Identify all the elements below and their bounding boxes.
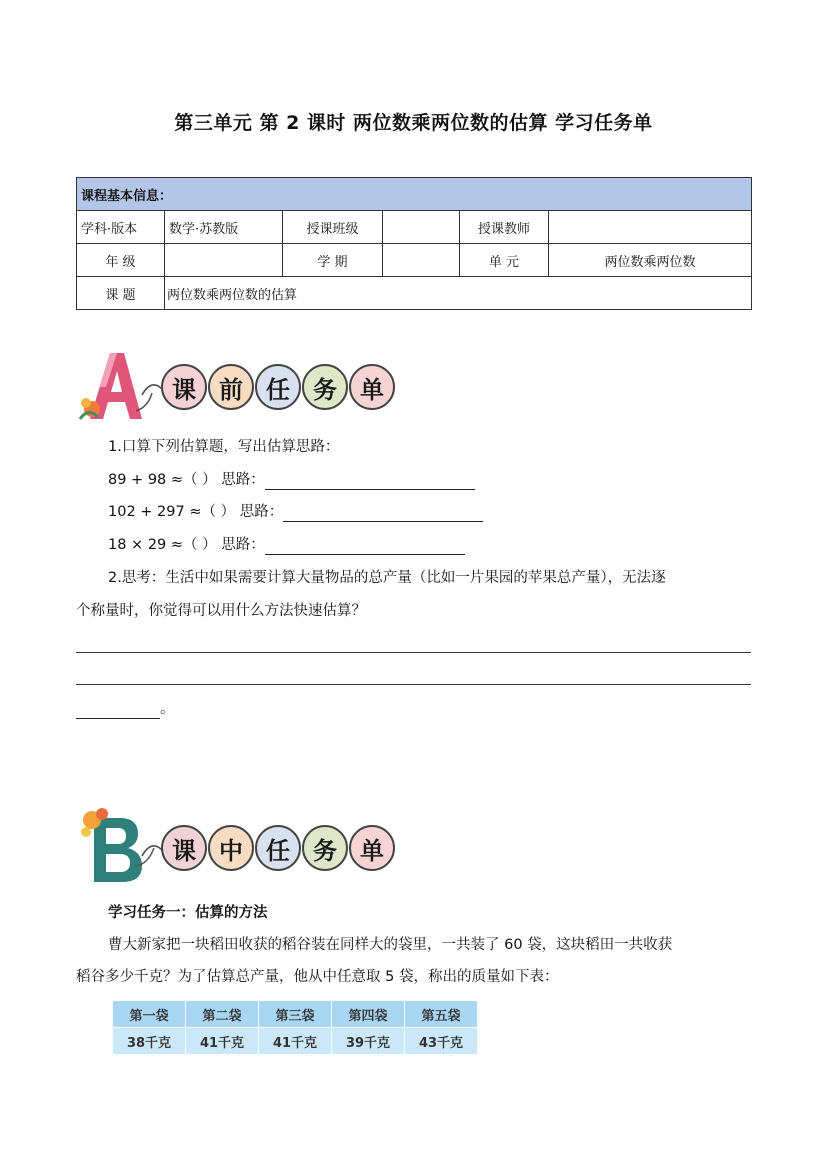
bubble-char: 务 — [302, 825, 348, 871]
end-mark: 。 — [160, 701, 175, 717]
estimate-line-2 — [108, 502, 483, 522]
grade-value — [165, 244, 283, 277]
estimate-expression: 18 × 29 ≈（ ） 思路： — [108, 537, 265, 553]
answer-blank[interactable] — [283, 505, 483, 522]
in-class-banner — [76, 808, 406, 888]
bubble-char: 任 — [255, 825, 301, 871]
bag-weight: 38千克 — [113, 1028, 186, 1055]
bubble-char: 前 — [208, 364, 254, 410]
bubble-char: 单 — [349, 364, 395, 410]
answer-line-short — [76, 699, 175, 719]
bubble-char: 课 — [161, 364, 207, 410]
bag-weight: 41千克 — [259, 1028, 332, 1055]
estimate-expression: 102 + 297 ≈（ ） 思路： — [108, 504, 284, 520]
bubble-char: 课 — [161, 825, 207, 871]
bubble-char: 单 — [349, 825, 395, 871]
course-info-header: 课程基本信息： — [77, 178, 752, 211]
bag-weight-table — [112, 1000, 478, 1055]
problem-line-2: 稻谷多少千克？为了估算总产量，他从中任意取 5 袋，称出的质量如下表： — [76, 969, 559, 985]
unit-label: 单 元 — [460, 244, 549, 277]
bag-weight: 41千克 — [186, 1028, 259, 1055]
bag-header: 第二袋 — [186, 1001, 259, 1028]
question-1: 1.口算下列估算题，写出估算思路： — [108, 439, 340, 455]
class-value — [383, 211, 460, 244]
question-2-line-1: 2.思考：生活中如果需要计算大量物品的总产量（比如一片果园的苹果总产量），无法逐 — [108, 570, 666, 586]
answer-blank[interactable] — [76, 702, 160, 719]
task-1-heading: 学习任务一：估算的方法 — [108, 905, 268, 921]
topic-label: 课 题 — [77, 277, 165, 310]
pre-class-banner — [76, 347, 406, 427]
bag-header: 第三袋 — [259, 1001, 332, 1028]
course-info-table — [76, 177, 752, 310]
subject-label: 学科·版本 — [77, 211, 165, 244]
bag-header: 第一袋 — [113, 1001, 186, 1028]
page-title: 第三单元 第 2 课时 两位数乘两位数的估算 学习任务单 — [174, 112, 653, 134]
answer-line[interactable] — [76, 652, 751, 653]
estimate-line-3 — [108, 535, 465, 555]
bag-weight: 43千克 — [405, 1028, 478, 1055]
grade-label: 年 级 — [77, 244, 165, 277]
bubble-char: 务 — [302, 364, 348, 410]
answer-line[interactable] — [76, 684, 751, 685]
bag-header: 第四袋 — [332, 1001, 405, 1028]
question-2-line-2: 个称量时，你觉得可以用什么方法快速估算？ — [76, 603, 366, 619]
teacher-value — [549, 211, 752, 244]
term-label: 学 期 — [283, 244, 383, 277]
bag-weight: 39千克 — [332, 1028, 405, 1055]
answer-blank[interactable] — [265, 473, 475, 490]
bubble-char: 任 — [255, 364, 301, 410]
teacher-label: 授课教师 — [460, 211, 549, 244]
bubble-char: 中 — [208, 825, 254, 871]
term-value — [383, 244, 460, 277]
estimate-line-1 — [108, 470, 475, 490]
topic-value: 两位数乘两位数的估算 — [165, 277, 752, 310]
answer-blank[interactable] — [265, 538, 465, 555]
subject-value: 数学·苏教版 — [165, 211, 283, 244]
problem-line-1: 曹大新家把一块稻田收获的稻谷装在同样大的袋里，一共装了 60 袋，这块稻田一共收获 — [108, 937, 673, 953]
estimate-expression: 89 + 98 ≈（ ） 思路： — [108, 472, 265, 488]
unit-value: 两位数乘两位数 — [549, 244, 752, 277]
bag-header: 第五袋 — [405, 1001, 478, 1028]
class-label: 授课班级 — [283, 211, 383, 244]
